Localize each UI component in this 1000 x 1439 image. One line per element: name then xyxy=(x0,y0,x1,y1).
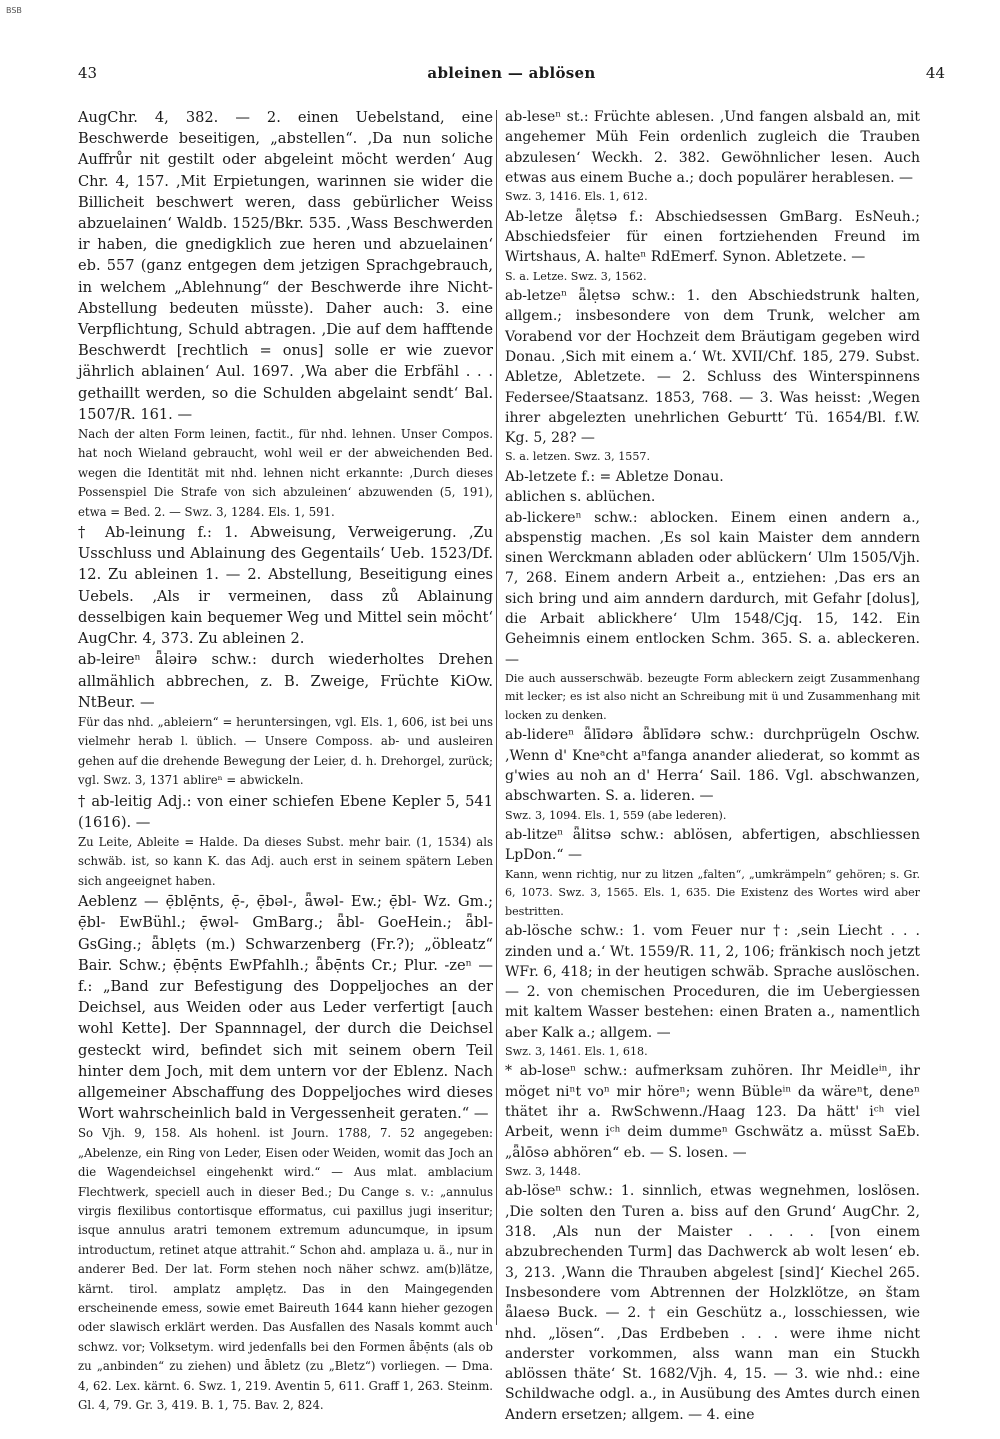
entry-paragraph: Aeblenz — ẹ̄blẹ̄nts, ẹ̄-, ẹ̄bəl-, ǟwəl- Ew.; ẹ̄bl- Wz. Gm.; ẹ̄bl- EwBühl.; ẹ̄wəl- GmBarg.; ǟbl- GoeHein.; ǟbl- GsGing.; ǟblẹts (m.) Schwarzenberg (Fr.?); „öbleatz“ Bair. Schw.; ẹ̄bẹ̄nts EwPfahlh.; ǟbẹ̄nts Cr.; Plur. -zeⁿ — f.: „Band zur Befestigung des Doppeljoches an der Deichsel, aus Weiden oder aus Leder verfertigt [auch wohl Kette]. Der Spannnagel, der durch die Deichsel gesteckt wird, befindet sich mit seinem obern Teil hinter dem Joch, mit dem untern vor der Eblenz. Nach allgemeiner Abschaffung des Doppeljoches wird dieses Wort wahrscheinlich bald in Vergessenheit geraten.“ — xyxy=(78,893,493,1123)
note-paragraph: Swz. 3, 1094. Els. 1, 559 (abe lederen). xyxy=(505,808,727,822)
note-paragraph: Für das nhd. „ableiern“ = heruntersingen, vgl. Els. 1, 606, ist bei uns vielmehr herab l. üblich. — Unsere Composs. ab- und ausleiren gehen auf die drehende Bewegung der Leier, d. h. Drehorgel, zurück; vgl. Swz. 3, 1371 ablireⁿ = abwickeln. xyxy=(78,714,493,788)
entry-paragraph: ab-leseⁿ st.: Früchte ablesen. ‚Und fangen alsbald an, mit angehemer Müh Fein ordenlich zugleich die Trauben abzulesen‘ Weckh. 2. 382. Gewöhnlicher lesen. Auch etwas aus einem Buche a.; doch populärer herablesen. — xyxy=(505,109,920,186)
note-paragraph: Die auch ausserschwäb. bezeugte Form ableckern zeigt Zusammenhang mit lecker; es ist also nicht an Schreibung mit ü und Zusammenhang mit locken zu denken. xyxy=(505,671,920,722)
left-column xyxy=(78,107,493,1415)
entry-paragraph: * ab-loseⁿ schw.: aufmerksam zuhören. Ihr Meidleⁱⁿ, ihr möget niⁿt voⁿ mir hörеⁿ; wenn Bübleⁱⁿ da wäreⁿt, deneⁿ thätet ihr a. RwSchwenn./Haag 123. Da hätt' iᶜʰ viel Arbeit, wenn iᶜʰ deim dummeⁿ Gschwätz a. müsst SaEb. „ǟlōsə abhören“ eb. — S. losen. — xyxy=(505,1063,920,1161)
entry-paragraph: ab-löseⁿ schw.: 1. sinnlich, etwas wegnehmen, loslösen. ‚Die solten den Turen a. biss auf den Grund‘ AugChr. 2, 318. ‚Als nun der Maister . . . . [von einem abzubrechenden Turm] das Dachwerck ab wolt lesen‘ eb. 3, 213. ‚Wann die Thrauben abgelest [sind]‘ Kiechel 265. Insbesondere vom Abtrennen der Holzklötze, ən štam ǟlaesə Buck. — 2. † ein Geschütz a., losschiessen, wie nhd. „lösen“. ‚Das Erdbeben . . . were ihme nicht anderster vorkommen, alss wann man ein Stuckh ablössen thäte‘ St. 1682/Vjh. 4, 15. — 3. wie nhd.: eine Schildwache odgl. a., in Ausübung des Amtes durch einen Andern ersetzen; allgem. — 4. eine xyxy=(505,1183,920,1423)
page-number-left: 43 xyxy=(78,64,98,82)
page-number-right: 44 xyxy=(925,64,945,82)
entry-paragraph: ab-lidereⁿ ǟlīdərə ǟblīdərə schw.: durchprügeln Oschw. ‚Wenn d' Kneᵃcht aⁿfanga anander aliederat, so kommt as g'wies au noh an d' Herra‘ Sail. 186. Vgl. abschwanzen, abschwarten. S. a. lideren. — xyxy=(505,727,920,805)
entry-paragraph: Ab-letzete f.: = Abletze Donau. xyxy=(505,468,724,485)
entry-paragraph: Ab-letze ǟlẹtsə f.: Abschiedsessen GmBarg. EsNeuh.; Abschiedsfeier für einen fortziehenden Freund im Wirtshaus, A. halteⁿ RdEmerf. Synon. Abletzete. — xyxy=(505,208,920,266)
library-stamp: BSB xyxy=(6,6,22,15)
entry-paragraph: † Ab-leinung f.: 1. Abweisung, Verweigerung. ‚Zu Usschluss und Ablainung des Gegentails‘ Ueb. 1523/Df. 12. Zu ableinen 1. — 2. Abstellung, Beseitigung eines Uebels. ‚Als ir vermeinen, dass zů Ablainung desselbigen kain bequemer Weg und Mittel sein möcht‘ AugChr. 4, 373. Zu ableinen 2. xyxy=(78,524,493,648)
entry-paragraph: ab-lösche schw.: 1. vom Feuer nur †: ‚sein Liecht . . . zinden und a.‘ Wt. 1559/R. 11, 2, 106; fränkisch noch jetzt WFr. 6, 418; in der heutigen schwäb. Sprache auslöschen. — 2. von chemischen Proceduren, die im Uebergiessen mit kaltem Wasser bestehen: einen Braten a., namentlich aber Kalk a.; allgem. — xyxy=(505,923,920,1041)
right-column xyxy=(505,107,920,1425)
entry-paragraph: † ab-leitig Adj.: von einer schiefen Ebene Kepler 5, 541 (1616). — xyxy=(78,792,493,831)
note-paragraph: S. a. Letze. Swz. 3, 1562. xyxy=(505,269,647,283)
note-paragraph: Swz. 3, 1416. Els. 1, 612. xyxy=(505,190,648,204)
entry-paragraph: ab-lickereⁿ schw.: ablocken. Einem einen andern a., abspenstig machen. ‚Es sol kain Maister dem anndern sinen Werckmann abladen oder ablückern‘ Ulm 1505/Vjh. 7, 268. Einem andern Arbeit a., entziehen: ‚Das ers an sich bring und aim anndern dardurch, mit Gefahr [dolus], die Arbait ablickhere‘ Ulm 1548/Cjq. 15, 142. Ein Geheimnis einem entlocken Schm. 365. S. a. ableckeren. — xyxy=(505,509,920,668)
entry-paragraph: ab-litzeⁿ ǟlitsə schw.: ablösen, abfertigen, abschliessen LpDon.“ — xyxy=(505,827,920,864)
page-title: ableinen — ablösen xyxy=(427,64,596,82)
entry-paragraph: ab-leireⁿ ǟləirə schw.: durch wiederholtes Drehen allmählich abbrechen, z. B. Zweige, Früchte KiOw. NtBeur. — xyxy=(78,651,493,711)
note-paragraph: Swz. 3, 1461. Els. 1, 618. xyxy=(505,1044,648,1058)
page-header xyxy=(78,64,945,90)
note-paragraph: So Vjh. 9, 158. Als hohenl. ist Journ. 1788, 7. 52 angegeben: „Abelenze, ein Ring von Leder, Eisen oder Weiden, womit das Joch an die Wagendeichsel eingehenkt wird.“ — Aus mlat. amblacium Flechtwerk, speciell auch in dieser Bed.; Du Cange s. v.: „annulus virgis flexilibus contortisque efformatus, cui paxillus jugi inseritur; isque annulus aratri temonem extremum aduncumque, in ipsum introductum, retinet atque attrahit.“ Schon ahd. amplaza u. ä., nur in anderer Bed. Der lat. Form stehen noch näher schwz. am(b)lätze, kärnt. tirol. amplatz amplętz. Das in den Maingegenden erscheinende emess, sowie emet Baireuth 1644 kann hieher gezogen oder slawisch erklärt werden. Das Ausfallen des Nasals kommt auch schwz. vor; Volksetym. wird jedenfalls bei den Formen ǟbẹ̄nts (als ob zu „anbinden“ zu ziehen) und ǟbletz (zu „Bletz“) vorliegen. — Dma. 4, 62. Lex. kärnt. 6. Swz. 1, 219. Aventin 5, 611. Graff 1, 263. Steinm. Gl. 4, 79. Gr. 3, 419. B. 1, 75. Bav. 2, 824. xyxy=(78,1126,493,1413)
entry-paragraph: ablichen s. ablüchen. xyxy=(505,489,656,506)
column-divider xyxy=(496,110,497,1325)
entry-paragraph: ab-letzeⁿ ǟlẹtsə schw.: 1. den Abschiedstrunk halten, allgem.; insbesondere von dem Trunk, welcher am Vorabend vor der Hochzeit dem Bräutigam gegeben wird Donau. ‚Sich mit einem a.‘ Wt. XVII/Chf. 185, 279. Subst. Abletze, Abletzete. — 2. Schluss des Winterspinnens Federsee/Staatsanz. 1853, 768. — 3. Was heisst: ‚Wegen ihrer abgelezten unehrlichen Geburtt‘ Tü. 1654/Bl. f.W. Kg. 5, 28? — xyxy=(505,288,920,447)
note-paragraph: Nach der alten Form leinen, factit., für nhd. lehnen. Unser Compos. hat noch Wieland gebraucht, wohl weil er der abweichenden Bed. wegen die Identität mit nhd. lehnen nicht erkannte: ‚Durch dieses Possenspiel Die Strafe von sich abzuleinen‘ abzuwenden (5, 191), etwa = Bed. 2. — Swz. 3, 1284. Els. 1, 591. xyxy=(78,427,493,519)
note-paragraph: Zu Leite, Ableite = Halde. Da dieses Subst. mehr bair. (1, 1534) als schwäb. ist, so kann K. das Adj. auch erst in seinem spätern Leben sich angeeignet haben. xyxy=(78,834,493,888)
note-paragraph: S. a. letzen. Swz. 3, 1557. xyxy=(505,450,650,464)
note-paragraph: Swz. 3, 1448. xyxy=(505,1164,581,1178)
note-paragraph: Kann, wenn richtig, nur zu litzen „falten“, „umkrämpeln“ gehören; s. Gr. 6, 1073. Swz. 3, 1565. Els. 1, 635. Die Existenz des Wortes wird aber bestritten. xyxy=(505,867,920,918)
entry-paragraph: AugChr. 4, 382. — 2. einen Uebelstand, eine Beschwerde beseitigen, „abstellen“. ‚Da nun soliche Auffrůr nit gestilt oder abgeleint möcht werden‘ Aug Chr. 4, 157. ‚Mit Erpietungen, warinnen sie wider die Billicheit beschwert weren, dass gebürlicher Weiss abzuelainen‘ Waldb. 1525/Bkr. 535. ‚Wass Beschwerden ir haben, die gnedigklich zue heren und abzuelainen‘ eb. 557 (ganz entgegen dem jetzigen Sprachgebrauch, in welchem „Ablehnung“ der Beschwerde ihre Nicht-Abstellung bedeuten müsste). Daher auch: 3. eine Verpflichtung, Schuld abtragen. ‚Die auf dem hafftende Beschwerdt [rechtlich = onus] solle er wie zuevor jährlich ablainen‘ Aul. 1697. ‚Wa aber die Erbfähl . . . gethaillt werden, so die Schulden abgelaint sendt‘ Bal. 1507/R. 161. — xyxy=(78,109,493,423)
